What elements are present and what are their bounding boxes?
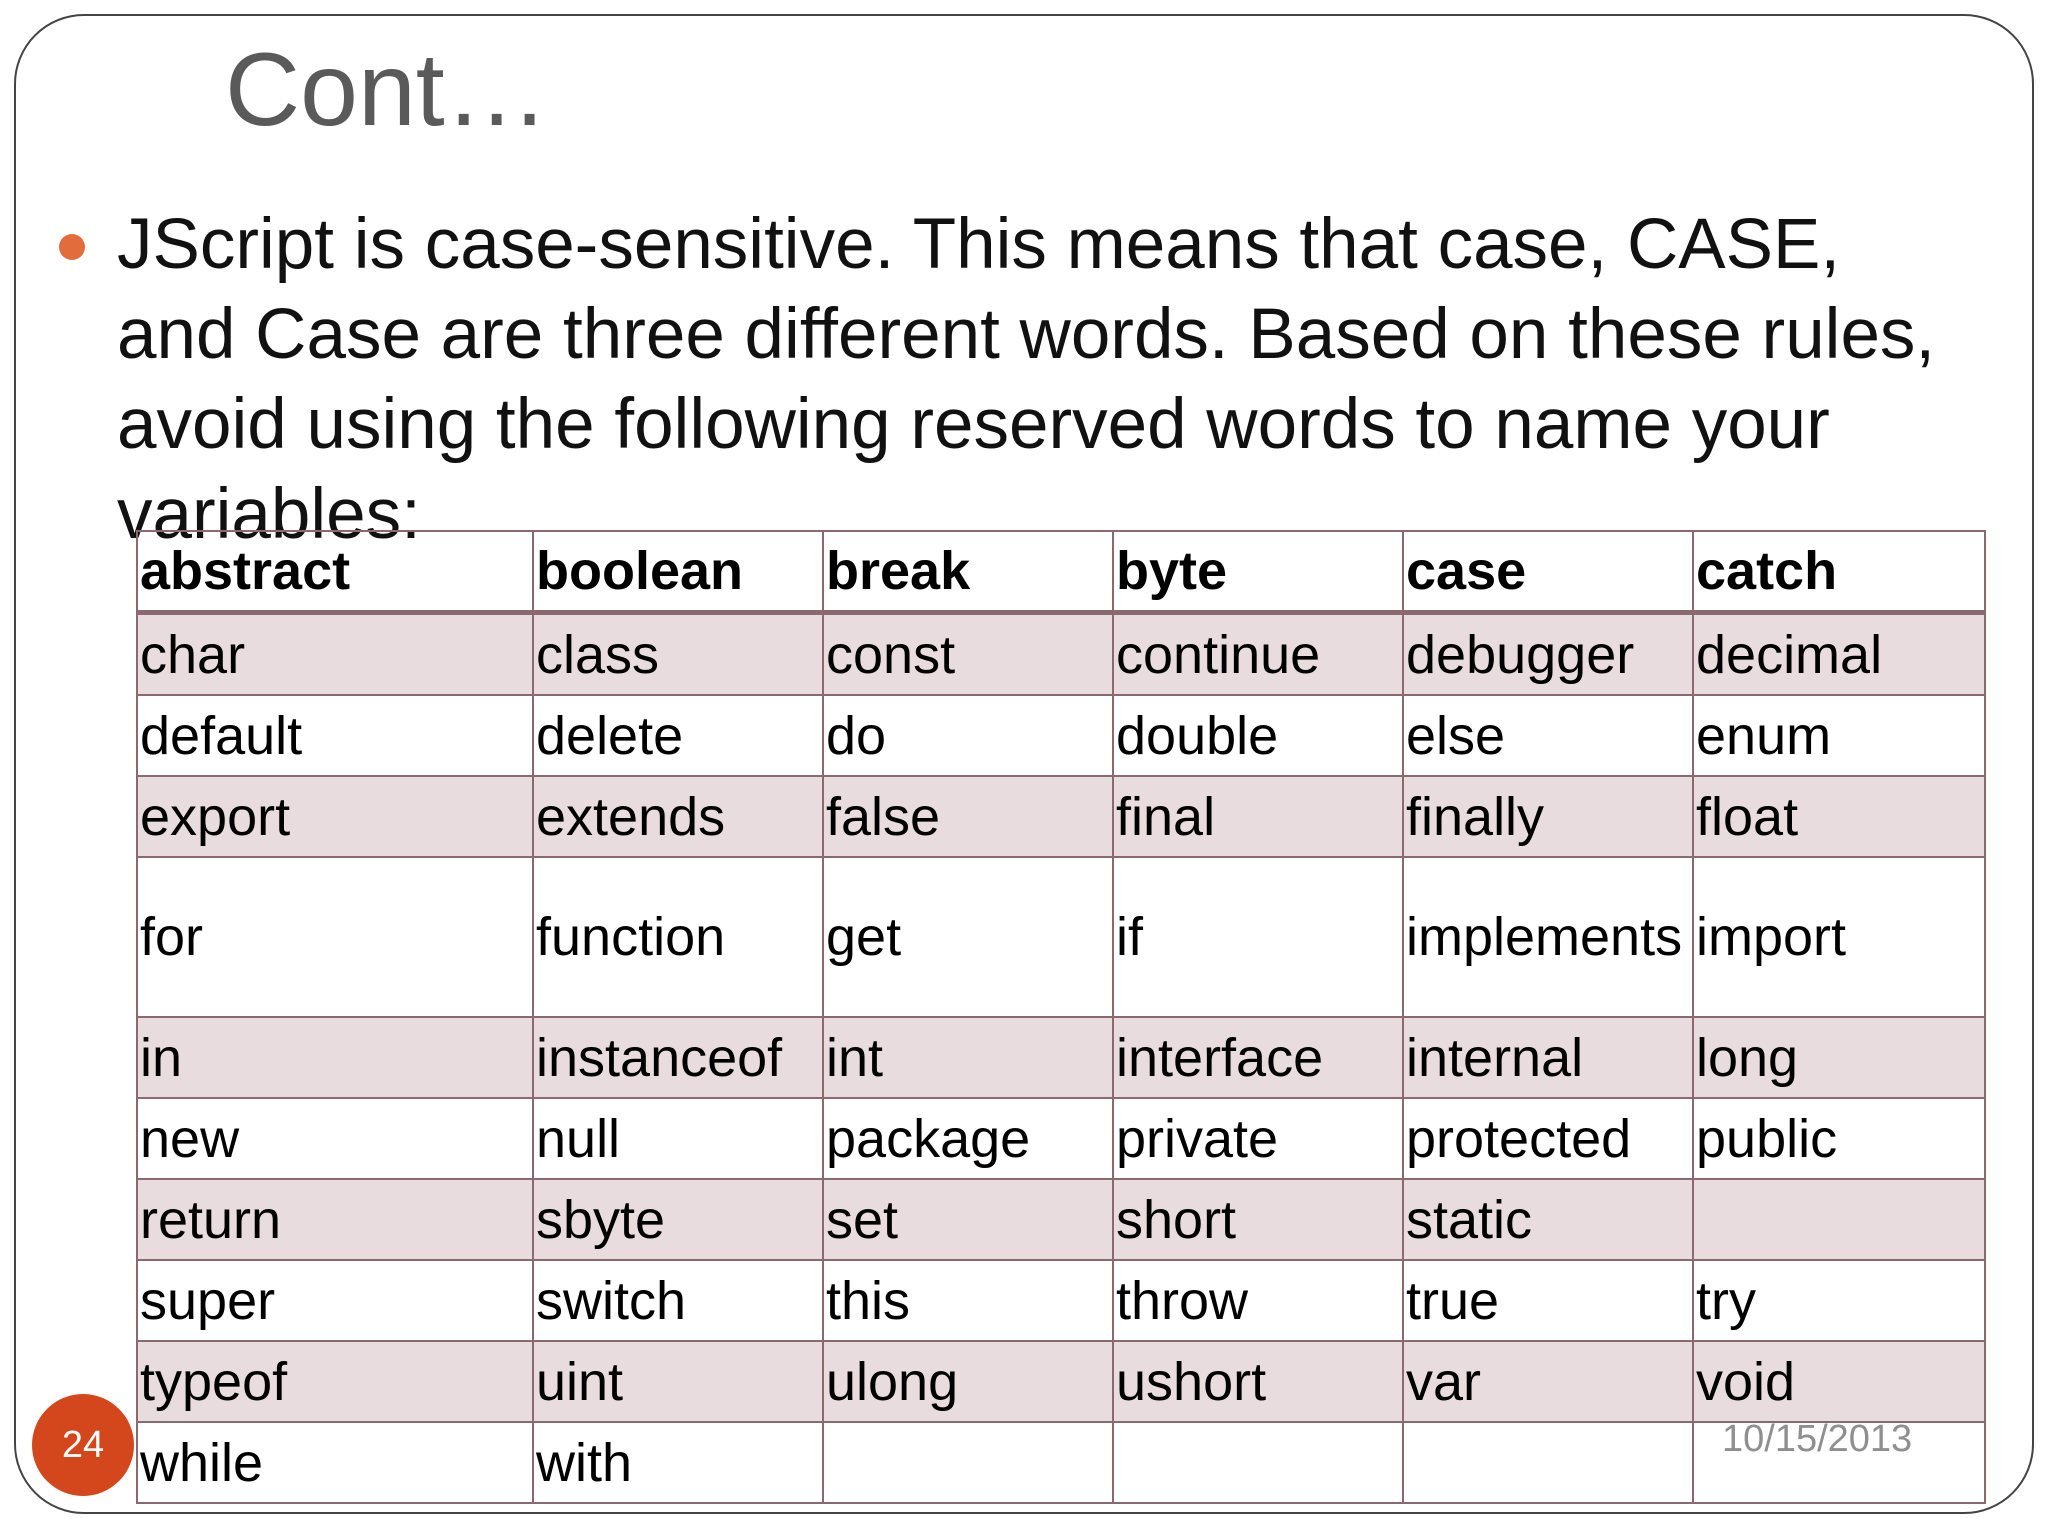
table-cell: if [1113, 857, 1403, 1017]
table-cell: internal [1403, 1017, 1693, 1098]
table-cell: void [1693, 1341, 1985, 1422]
table-cell: do [823, 695, 1113, 776]
table-header-cell: case [1403, 531, 1693, 613]
table-cell: function [533, 857, 823, 1017]
table-cell: short [1113, 1179, 1403, 1260]
table-row [137, 1017, 1985, 1098]
table-cell: package [823, 1098, 1113, 1179]
table-cell: sbyte [533, 1179, 823, 1260]
table-cell: instanceof [533, 1017, 823, 1098]
table-cell: get [823, 857, 1113, 1017]
bullet-text: JScript is case-sensitive. This means that case, CASE, and Case are three different words. Based on these rules, avoid using the following reserved words to name your variables: [117, 205, 1936, 554]
bullet-icon [59, 234, 85, 260]
table-cell: this [823, 1260, 1113, 1341]
table-row [137, 613, 1985, 696]
table-cell: class [533, 613, 823, 696]
table-row [137, 857, 1985, 1017]
table-cell: enum [1693, 695, 1985, 776]
table-cell: null [533, 1098, 823, 1179]
table-row [137, 1098, 1985, 1179]
table-cell: else [1403, 695, 1693, 776]
table-cell: static [1403, 1179, 1693, 1260]
table-cell: with [533, 1422, 823, 1503]
table-cell: new [137, 1098, 533, 1179]
table-cell [1693, 1179, 1985, 1260]
table-header-cell: byte [1113, 531, 1403, 613]
table-cell: throw [1113, 1260, 1403, 1341]
table-cell: implements [1403, 857, 1693, 1017]
table-header-row [137, 531, 1985, 613]
table-cell: double [1113, 695, 1403, 776]
table-cell: const [823, 613, 1113, 696]
table-cell: ulong [823, 1341, 1113, 1422]
table-cell: var [1403, 1341, 1693, 1422]
slide-date: 10/15/2013 [1722, 1418, 1913, 1460]
slide-number-badge: 24 [32, 1394, 134, 1496]
table-cell: extends [533, 776, 823, 857]
table-cell: return [137, 1179, 533, 1260]
table-cell: int [823, 1017, 1113, 1098]
table-cell: delete [533, 695, 823, 776]
table-cell: for [137, 857, 533, 1017]
table-cell: set [823, 1179, 1113, 1260]
table-cell: uint [533, 1341, 823, 1422]
table-cell: private [1113, 1098, 1403, 1179]
table-row [137, 1341, 1985, 1422]
table-cell: final [1113, 776, 1403, 857]
table-cell: public [1693, 1098, 1985, 1179]
table-row [137, 1260, 1985, 1341]
table-cell: switch [533, 1260, 823, 1341]
table-cell: finally [1403, 776, 1693, 857]
table-cell: in [137, 1017, 533, 1098]
slide-title: Cont… [225, 32, 549, 148]
table-cell: protected [1403, 1098, 1693, 1179]
table-cell: true [1403, 1260, 1693, 1341]
table-header-cell: boolean [533, 531, 823, 613]
table-cell: super [137, 1260, 533, 1341]
table-row [137, 695, 1985, 776]
table-row [137, 776, 1985, 857]
table-cell [1113, 1422, 1403, 1503]
table-cell: while [137, 1422, 533, 1503]
table-cell: float [1693, 776, 1985, 857]
table-cell: ushort [1113, 1341, 1403, 1422]
table-row [137, 1422, 1985, 1503]
table-cell: try [1693, 1260, 1985, 1341]
table-header-cell: catch [1693, 531, 1985, 613]
table-cell: typeof [137, 1341, 533, 1422]
table-cell: export [137, 776, 533, 857]
table-cell: continue [1113, 613, 1403, 696]
table-cell: decimal [1693, 613, 1985, 696]
table-cell [1403, 1422, 1693, 1503]
reserved-words-table [136, 530, 1986, 1504]
table-cell: long [1693, 1017, 1985, 1098]
table-cell: false [823, 776, 1113, 857]
table-row [137, 1179, 1985, 1260]
table-cell: debugger [1403, 613, 1693, 696]
table-cell [823, 1422, 1113, 1503]
table-cell: char [137, 613, 533, 696]
table-cell: import [1693, 857, 1985, 1017]
table-cell: interface [1113, 1017, 1403, 1098]
table-cell: default [137, 695, 533, 776]
table-header-cell: abstract [137, 531, 533, 613]
table-header-cell: break [823, 531, 1113, 613]
